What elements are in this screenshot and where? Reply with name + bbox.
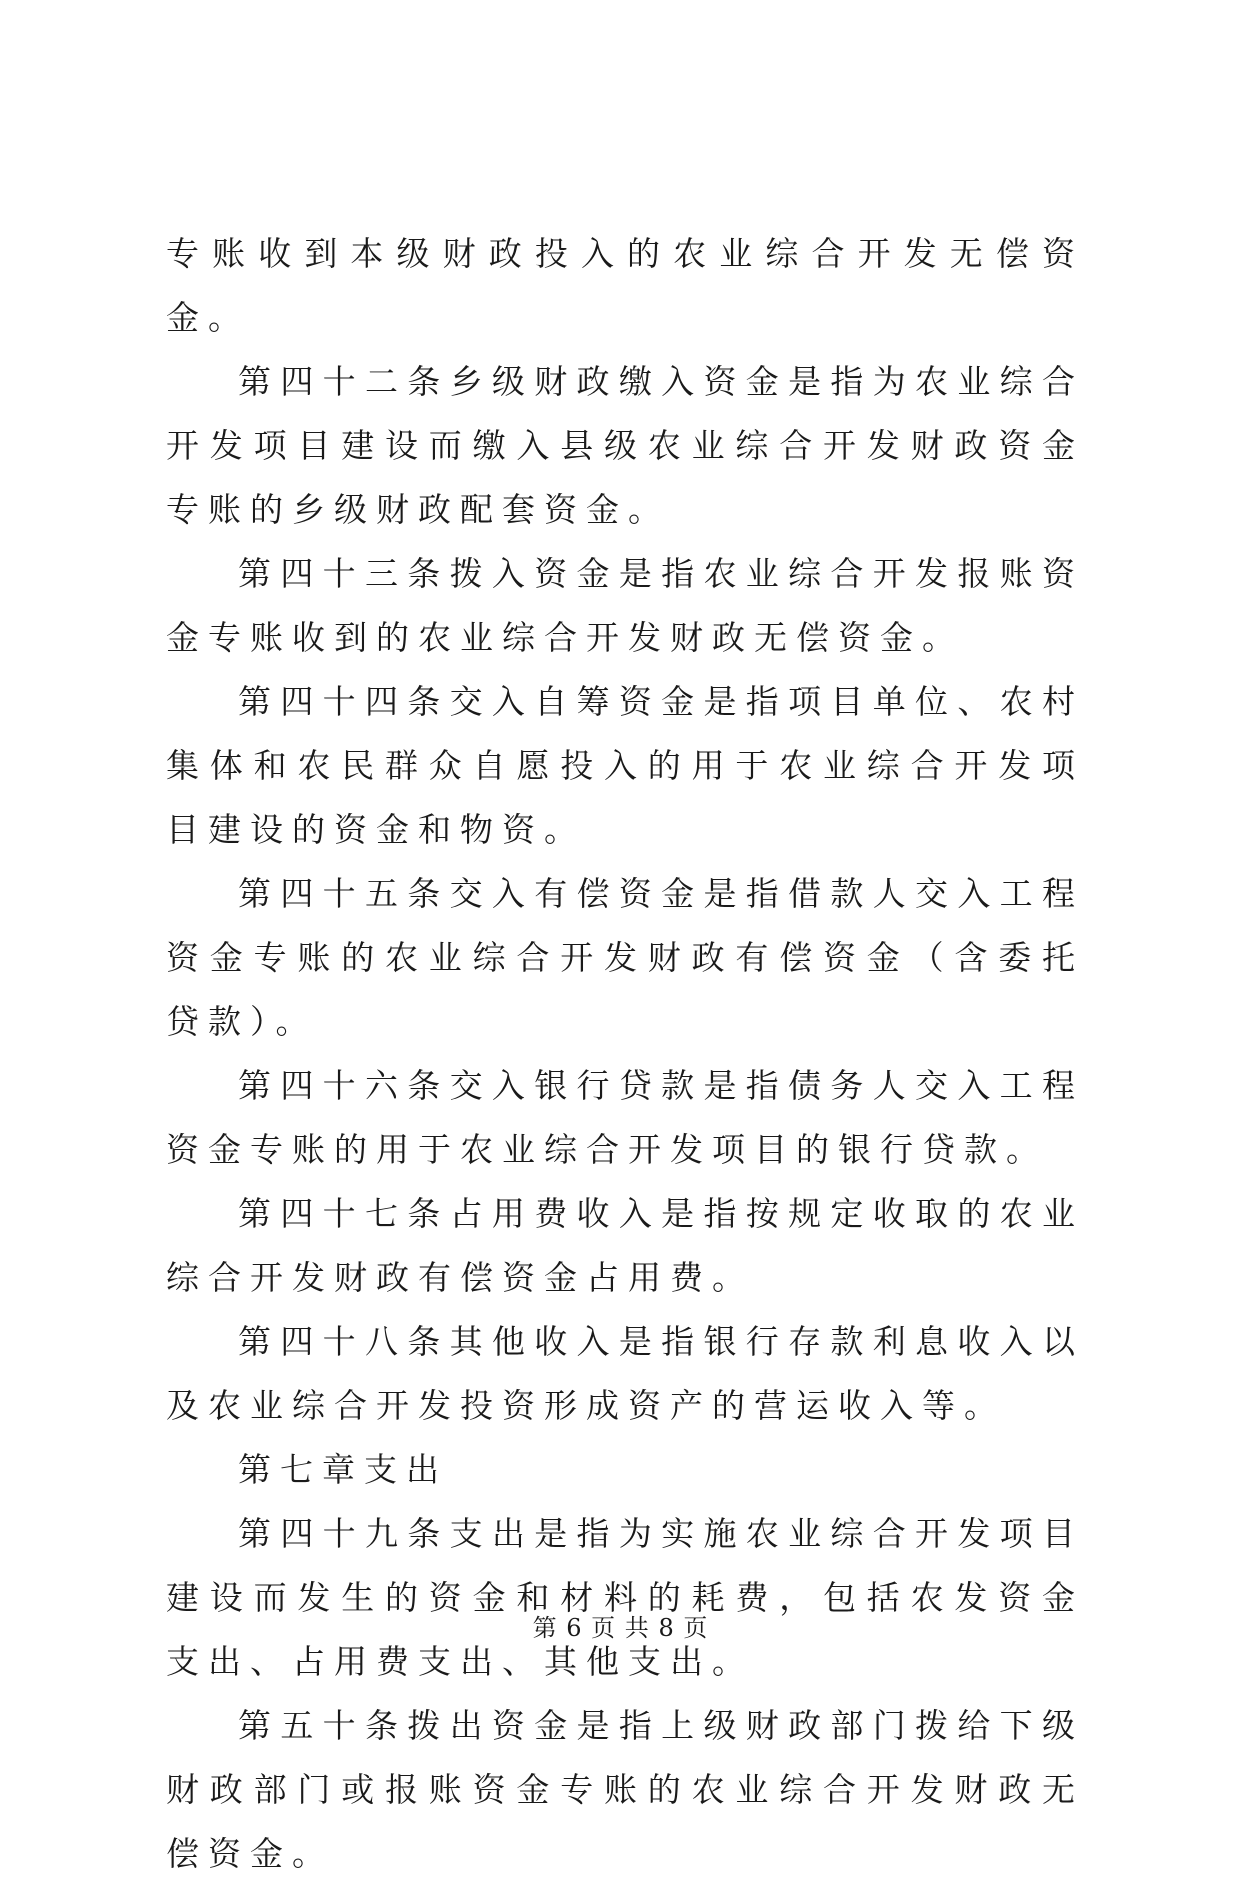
paragraph-article-49: 第四十九条支出是指为实施农业综合开发项目建设而发生的资金和材料的耗费，包括农发资金支出、占用费支出、其他支出。	[166, 1514, 1084, 1681]
paragraph-article-45: 第四十五条交入有偿资金是指借款人交入工程资金专账的农业综合开发财政有偿资金（含委托贷款）。	[166, 874, 1084, 1041]
paragraph-article-48: 第四十八条其他收入是指银行存款利息收入以及农业综合开发投资形成资产的营运收入等。	[166, 1322, 1084, 1425]
paragraph-article-46: 第四十六条交入银行贷款是指债务人交入工程资金专账的用于农业综合开发项目的银行贷款。	[166, 1066, 1084, 1169]
paragraph-article-50: 第五十条拨出资金是指上级财政部门拨给下级财政部门或报账资金专账的农业综合开发财政无偿资金。	[166, 1706, 1084, 1873]
paragraph-article-44: 第四十四条交入自筹资金是指项目单位、农村集体和农民群众自愿投入的用于农业综合开发项目建设的资金和物资。	[166, 682, 1084, 849]
paragraph-article-42: 第四十二条乡级财政缴入资金是指为农业综合开发项目建设而缴入县级农业综合开发财政资金专账的乡级财政配套资金。	[166, 362, 1084, 529]
chapter-heading: 第七章支出	[238, 1450, 448, 1489]
paragraph-continuation: 专账收到本级财政投入的农业综合开发无偿资金。	[166, 234, 1084, 337]
page-number-footer: 第 6 页 共 8 页	[532, 1614, 709, 1642]
paragraph-article-47: 第四十七条占用费收入是指按规定收取的农业综合开发财政有偿资金占用费。	[166, 1194, 1084, 1297]
paragraph-article-43: 第四十三条拨入资金是指农业综合开发报账资金专账收到的农业综合开发财政无偿资金。	[166, 554, 1084, 657]
